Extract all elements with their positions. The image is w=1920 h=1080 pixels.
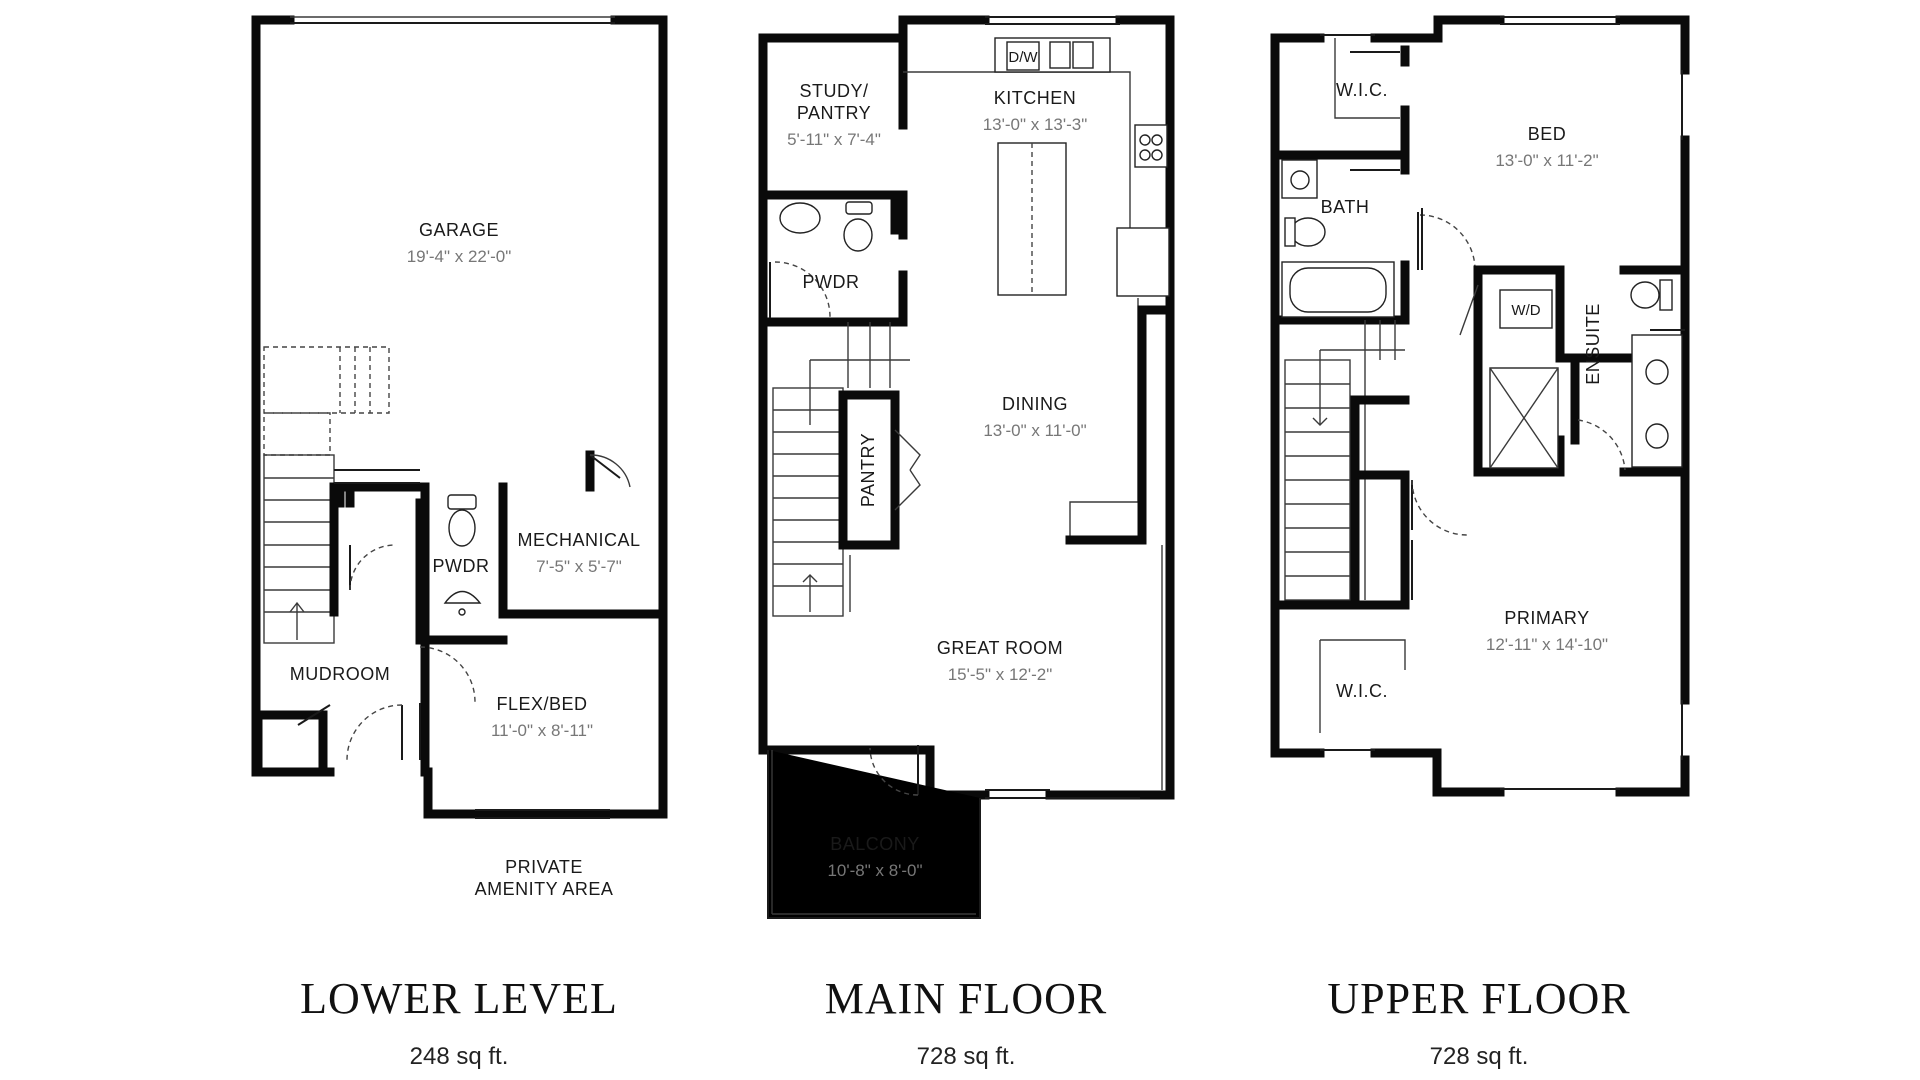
room-dims-garage: 19'-4" x 22'-0" — [406, 247, 512, 266]
room-dims-study: 5'-11" x 7'-4" — [787, 130, 881, 149]
room-name-wic-top: W.I.C. — [1336, 80, 1388, 100]
room-dims-kitchen: 13'-0" x 13'-3" — [982, 115, 1088, 134]
room-dims-primary: 12'-11" x 14'-10" — [1485, 635, 1609, 654]
floor-title-lower-level: LOWER LEVEL — [300, 974, 618, 1023]
floor-area-lower-level: 248 sq ft. — [409, 1043, 509, 1070]
room-dims-mechanical: 7'-5" x 5'-7" — [536, 557, 622, 576]
room-name-bed: BED — [1527, 124, 1567, 144]
room-dims-bed: 13'-0" x 11'-2" — [1495, 151, 1599, 170]
room-name-flex-bed: FLEX/BED — [496, 694, 588, 714]
room-name-bath: BATH — [1320, 197, 1370, 217]
upper-floor-plan — [1275, 17, 1685, 792]
room-name-lower-pwdr: PWDR — [432, 556, 490, 576]
floor-title-upper-floor: UPPER FLOOR — [1327, 974, 1631, 1023]
room-dims-flex-bed: 11'-0" x 8'-11" — [490, 721, 594, 740]
room-dims-balcony: 10'-8" x 8'-0" — [827, 861, 923, 880]
room-dims-great-room: 15'-5" x 12'-2" — [947, 665, 1053, 684]
outdoor-label-line2: AMENITY AREA — [474, 879, 614, 899]
dishwasher-label: D/W — [1008, 49, 1038, 66]
room-dims-dining: 13'-0" x 11'-0" — [983, 421, 1087, 440]
washer-dryer-label: W/D — [1511, 302, 1541, 319]
outdoor-label-line1: PRIVATE — [505, 857, 583, 877]
floor-title-main-floor: MAIN FLOOR — [824, 974, 1108, 1023]
room-name-wic-bottom: W.I.C. — [1336, 681, 1388, 701]
main-floor-plan — [763, 17, 1170, 918]
room-name-pantry: PANTRY — [858, 432, 878, 508]
lower-level-plan — [256, 17, 663, 818]
room-name-great-room: GREAT ROOM — [936, 638, 1064, 658]
room-name-ensuite: ENSUITE — [1583, 303, 1603, 385]
room-name-dining: DINING — [1002, 394, 1068, 414]
room-name-mechanical: MECHANICAL — [517, 530, 641, 550]
room-name-mudroom: MUDROOM — [289, 664, 391, 684]
room-name-primary: PRIMARY — [1504, 608, 1590, 628]
room-name-garage: GARAGE — [418, 220, 500, 240]
room-name-balcony: BALCONY — [830, 834, 920, 854]
room-name-kitchen: KITCHEN — [993, 88, 1077, 108]
floor-area-upper-floor: 728 sq ft. — [1429, 1043, 1529, 1070]
room-name-main-pwdr: PWDR — [802, 272, 860, 292]
floor-area-main-floor: 728 sq ft. — [916, 1043, 1016, 1070]
room-name-study-line1: STUDY/ — [799, 81, 869, 101]
room-name-study-line2: PANTRY — [796, 103, 872, 123]
